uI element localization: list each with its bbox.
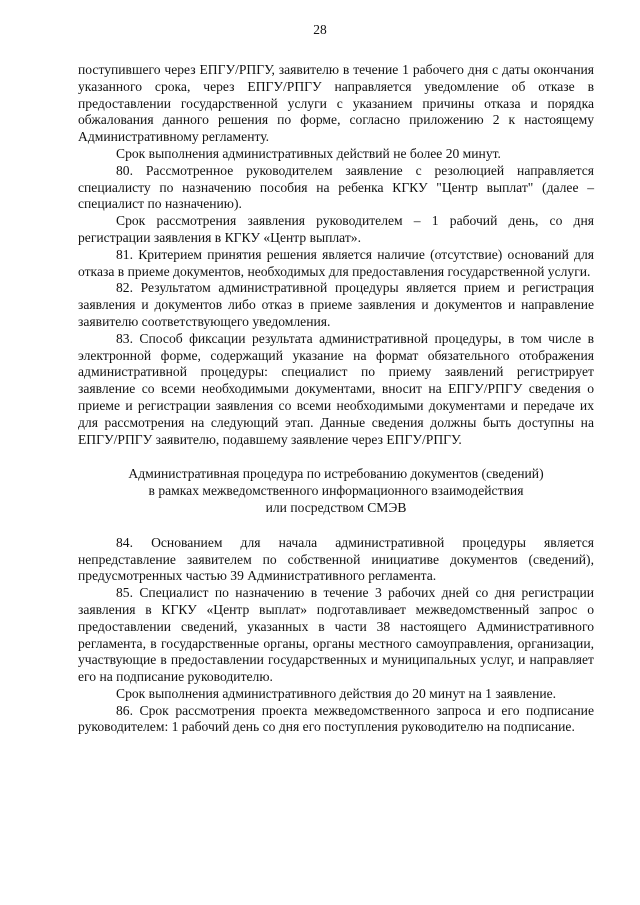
section-heading-line-3: или посредством СМЭВ bbox=[265, 499, 407, 515]
paragraph-action-time: Срок выполнения административного действия до 20 минут на 1 заявление. bbox=[116, 685, 557, 701]
section-heading-line-2: в рамках межведомственного информационного взаимодействия bbox=[148, 483, 524, 499]
section-heading bbox=[78, 466, 594, 516]
paragraph-81: 81. Критерием принятия решения является наличие (отсутствие) оснований для отказа в приеме документов, необходимых для предоставления государственной услуги. bbox=[78, 246, 594, 279]
paragraph-80: 80. Рассмотренное руководителем заявление с резолюцией направляется специалисту по назначению пособия на ребенка КГКУ "Центр выплат" (далее – специалист по назначению). bbox=[78, 162, 594, 212]
section-heading-line-1: Административная процедура по истребованию документов (сведений) bbox=[128, 466, 544, 482]
document-body bbox=[78, 62, 594, 736]
paragraph-84: 84. Основанием для начала административной процедуры является непредставление заявителем по собственной инициативе документов (сведений), предусмотренных частью 39 Административного регламента. bbox=[78, 534, 594, 584]
paragraph-review-term: Срок рассмотрения заявления руководителем – 1 рабочий день, со дня регистрации заявления в КГКУ «Центр выплат». bbox=[78, 213, 594, 245]
paragraph-85: 85. Специалист по назначению в течение 3 рабочих дней со дня регистрации заявления в КГКУ «Центр выплат» подготавливает межведомственный запрос о предоставлении сведений, указанных в части 38 настоящего Административного регламента, в государственные органы, органы местного самоуправления, организации, участвующие в предоставлении государственных и муниципальных услуг, и направляет его на подписание руководителю. bbox=[78, 585, 594, 685]
page-number: 28 bbox=[313, 22, 327, 37]
paragraph-continuation: поступившего через ЕПГУ/РПГУ, заявителю в течение 1 рабочего дня с даты окончания указанного срока, через ЕПГУ/РПГУ направляется уведомление об отказе в предоставлении государственной услуги с указанием причины отказа и порядка обжалования данного решения по форме, согласно приложению 2 к настоящему Административному регламенту. bbox=[78, 62, 594, 145]
paragraph-86: 86. Срок рассмотрения проекта межведомственного запроса и его подписание руководителем: 1 рабочий день со дня его поступления руководителю на подписание. bbox=[78, 702, 594, 735]
paragraph-83: 83. Способ фиксации результата административной процедуры, в том числе в электронной форме, содержащий указание на формат обязательного отображения административной процедуры: специалист по приему заявлений регистрирует заявление со всеми необходимыми документами, вносит на ЕПГУ/РПГУ сведения о приеме и регистрации заявления со всеми необходимыми документами и передаче их для рассмотрения на следующий этап. Данные сведения должны быть доступны на ЕПГУ/РПГУ заявителю, подавшему заявление через ЕПГУ/РПГУ. bbox=[78, 330, 594, 447]
paragraph-time-limit: Срок выполнения административных действий не более 20 минут. bbox=[116, 145, 501, 161]
paragraph-82: 82. Результатом административной процедуры является прием и регистрация заявления и документов либо отказ в приеме заявления и документов и направление заявителю соответствующего уведомления. bbox=[78, 280, 594, 329]
